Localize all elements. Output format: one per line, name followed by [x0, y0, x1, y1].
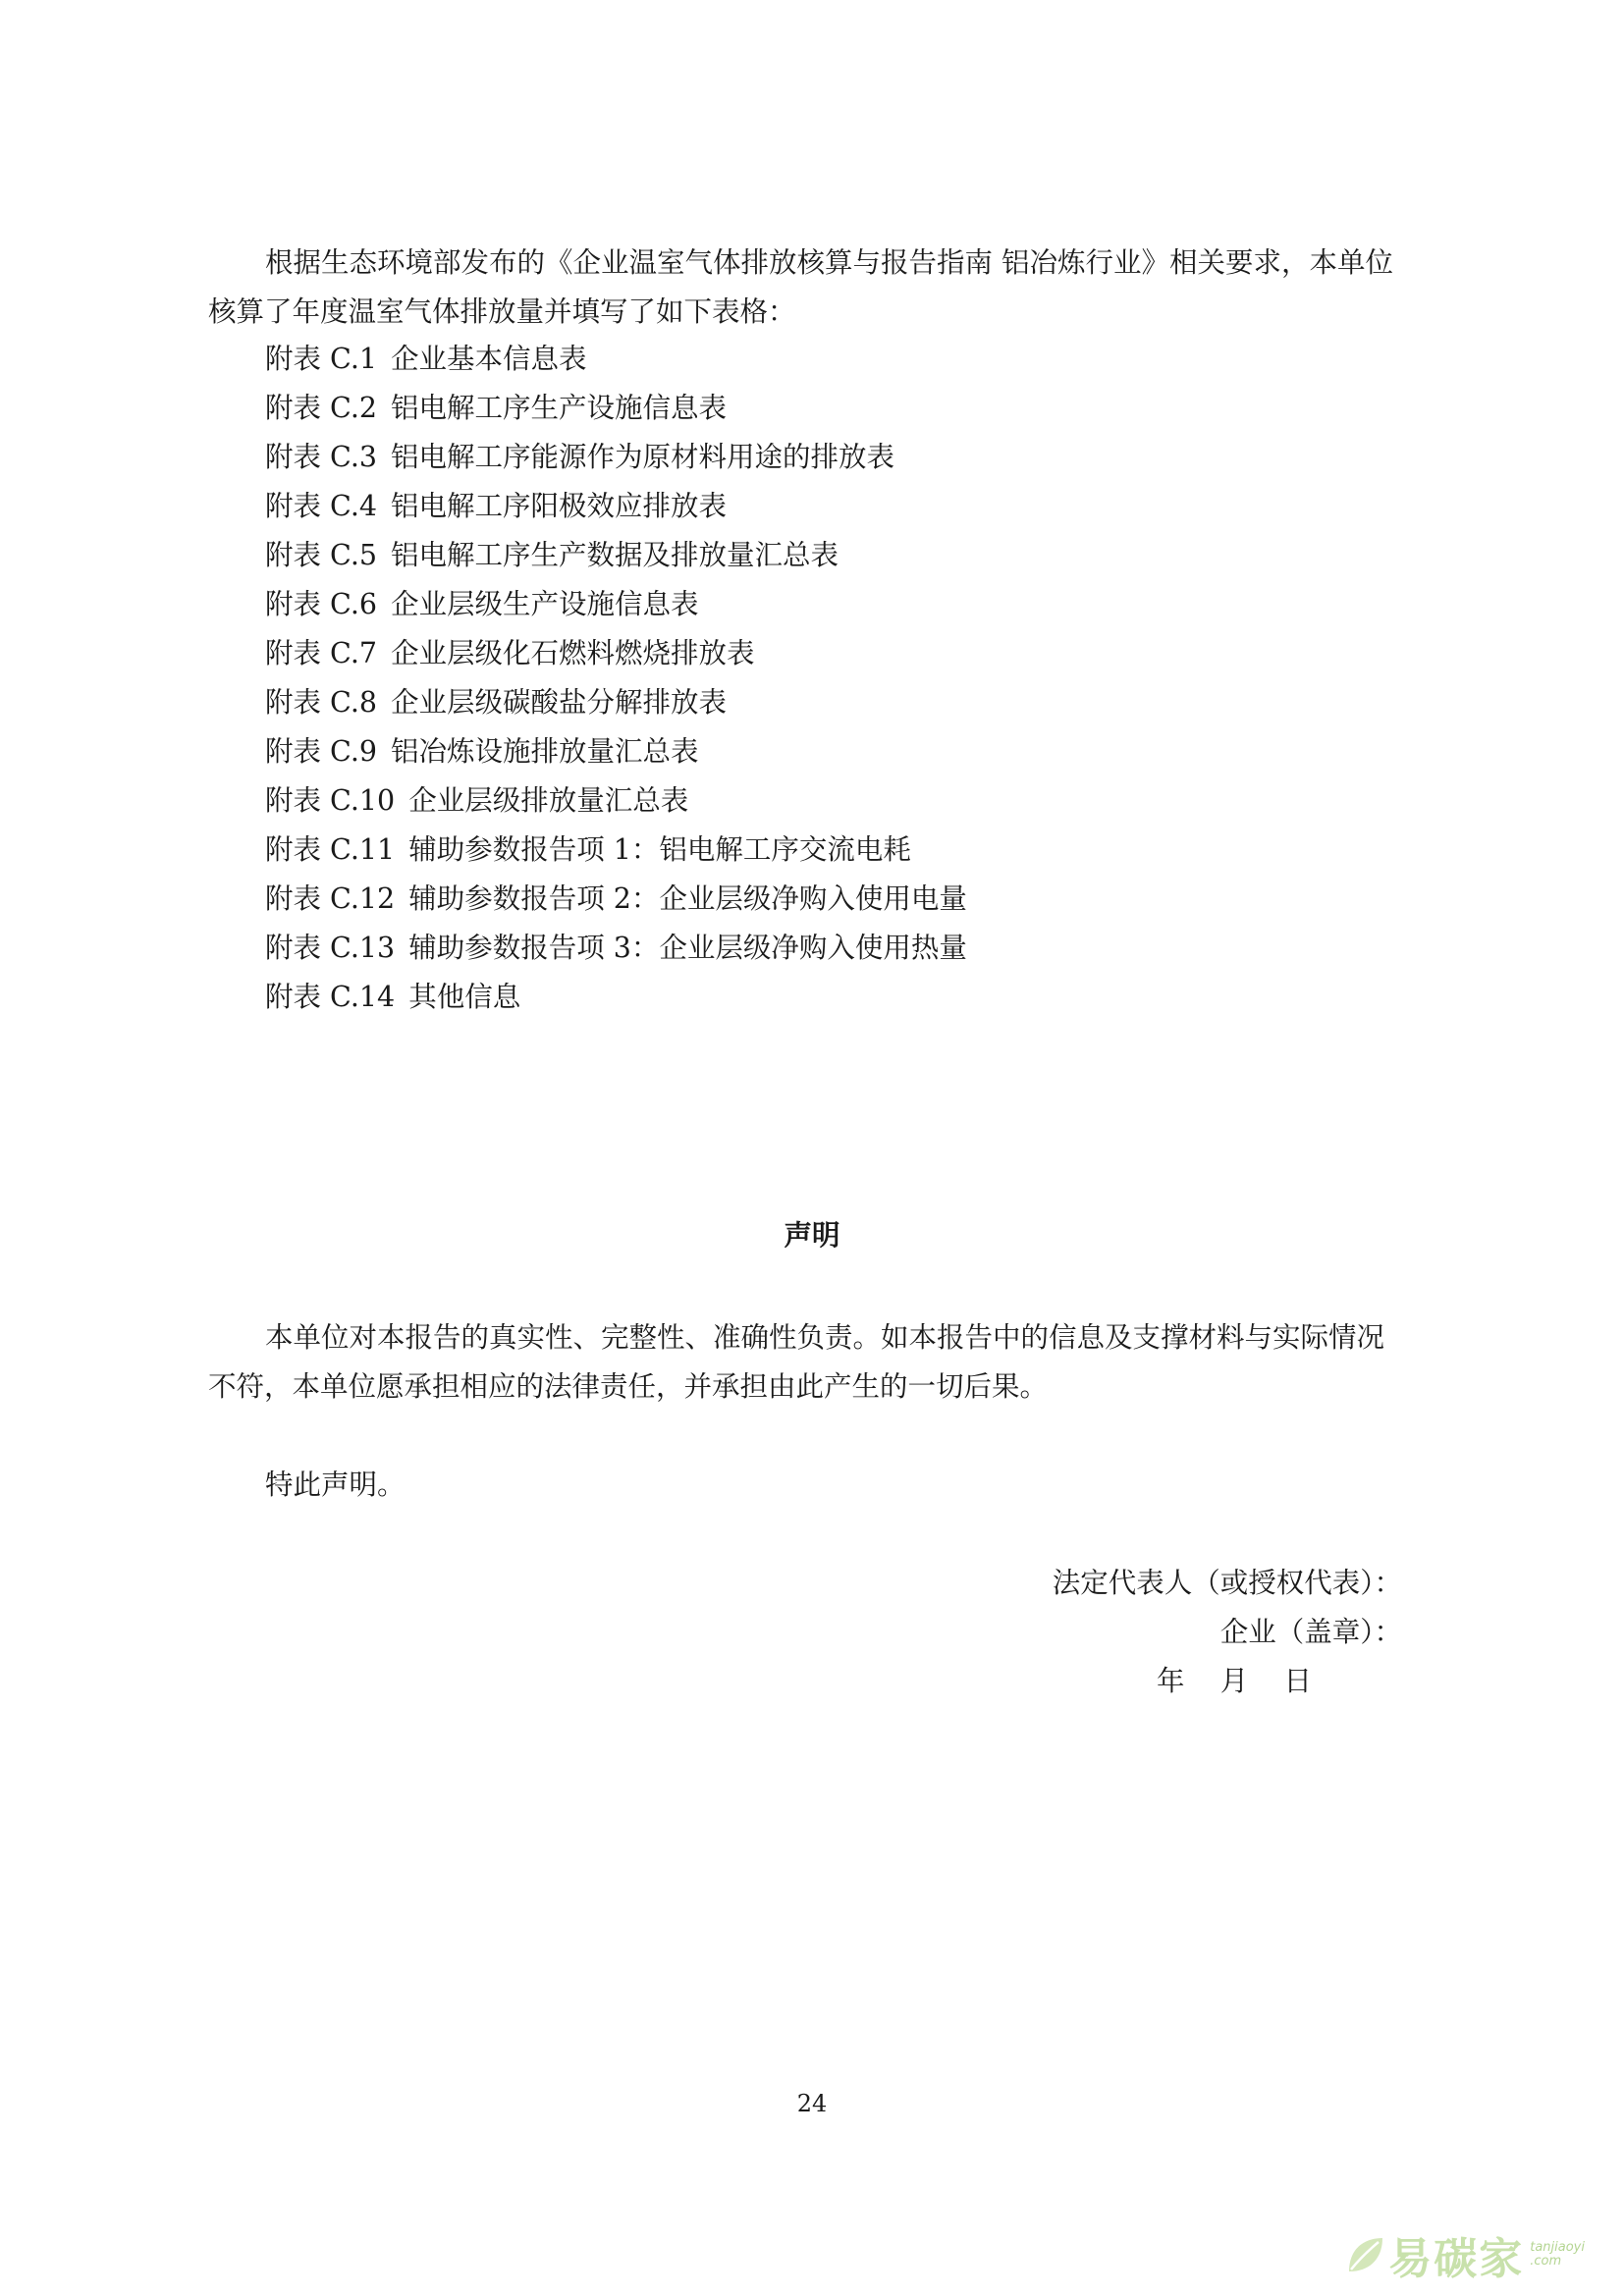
appendix-code: 附表 C.11: [265, 833, 396, 866]
appendix-title: 铝电解工序能源作为原材料用途的排放表: [391, 441, 895, 473]
signature-date: 年 月 日: [1157, 1665, 1312, 1697]
watermark-domain: [1530, 2241, 1585, 2269]
appendix-title: 企业基本信息表: [391, 343, 587, 375]
signature-representative: 法定代表人（或授权代表）：: [1052, 1567, 1402, 1599]
leaf-icon: [1343, 2232, 1388, 2277]
list-item: [265, 727, 967, 776]
appendix-code: 附表 C.8: [265, 686, 378, 719]
list-item: [265, 580, 967, 629]
appendix-title: 辅助参数报告项 2：企业层级净购入使用电量: [408, 882, 967, 915]
appendix-code: 附表 C.6: [265, 588, 378, 620]
watermark-domain-line-1: tanjiaoyi: [1530, 2240, 1585, 2255]
appendix-code: 附表 C.3: [265, 441, 378, 473]
watermark-text: 易碳家: [1388, 2234, 1525, 2284]
list-item: [265, 678, 967, 727]
list-item: [265, 875, 967, 924]
signature-enterprise: 企业（盖章）：: [1219, 1616, 1402, 1648]
closing-statement: 特此声明。: [265, 1468, 406, 1501]
appendix-code: 附表 C.5: [265, 539, 378, 571]
list-item: [265, 973, 967, 1022]
appendix-title: 企业层级碳酸盐分解排放表: [391, 686, 728, 719]
appendix-title: 铝电解工序生产设施信息表: [391, 392, 728, 424]
watermark-domain-line-2: .com: [1530, 2254, 1562, 2269]
appendix-code: 附表 C.10: [265, 784, 396, 817]
appendix-code: 附表 C.7: [265, 637, 378, 669]
appendix-code: 附表 C.9: [265, 735, 378, 768]
declaration-line-2: 不符，本单位愿承担相应的法律责任，并承担由此产生的一切后果。: [208, 1370, 1049, 1403]
appendix-title: 铝冶炼设施排放量汇总表: [391, 735, 699, 768]
list-item: [265, 826, 967, 875]
appendix-title: 企业层级生产设施信息表: [391, 588, 699, 620]
declaration-line-1: 本单位对本报告的真实性、完整性、准确性负责。如本报告中的信息及支撑材料与实际情况: [265, 1321, 1385, 1354]
appendix-title: 铝电解工序阳极效应排放表: [391, 490, 728, 522]
appendix-code: 附表 C.12: [265, 882, 396, 915]
appendix-title: 铝电解工序生产数据及排放量汇总表: [391, 539, 839, 571]
appendix-code: 附表 C.4: [265, 490, 378, 522]
appendix-title: 企业层级化石燃料燃烧排放表: [391, 637, 755, 669]
list-item: [265, 629, 967, 678]
declaration-paragraph: [208, 1313, 1418, 1412]
list-item: [265, 531, 967, 580]
appendix-code: 附表 C.1: [265, 343, 378, 375]
appendix-code: 附表 C.14: [265, 981, 396, 1013]
list-item: [265, 433, 967, 482]
page-number: 24: [796, 2090, 828, 2117]
list-item: [265, 335, 967, 384]
intro-line-1: 根据生态环境部发布的《企业温室气体排放核算与报告指南 铝冶炼行业》相关要求，本单位: [265, 246, 1394, 279]
watermark-logo: [1343, 2223, 1585, 2286]
declaration-heading: 声明: [784, 1218, 840, 1252]
list-item: [265, 776, 967, 826]
intro-line-2: 核算了年度温室气体排放量并填写了如下表格：: [208, 295, 796, 328]
appendix-code: 附表 C.13: [265, 932, 396, 964]
intro-paragraph: [208, 239, 1418, 337]
list-item: [265, 482, 967, 531]
appendix-list: [265, 335, 967, 1022]
appendix-title: 企业层级排放量汇总表: [408, 784, 689, 817]
appendix-code: 附表 C.2: [265, 392, 378, 424]
list-item: [265, 924, 967, 973]
appendix-title: 辅助参数报告项 1：铝电解工序交流电耗: [408, 833, 911, 866]
list-item: [265, 384, 967, 433]
appendix-title: 其他信息: [408, 981, 521, 1013]
appendix-title: 辅助参数报告项 3：企业层级净购入使用热量: [408, 932, 967, 964]
